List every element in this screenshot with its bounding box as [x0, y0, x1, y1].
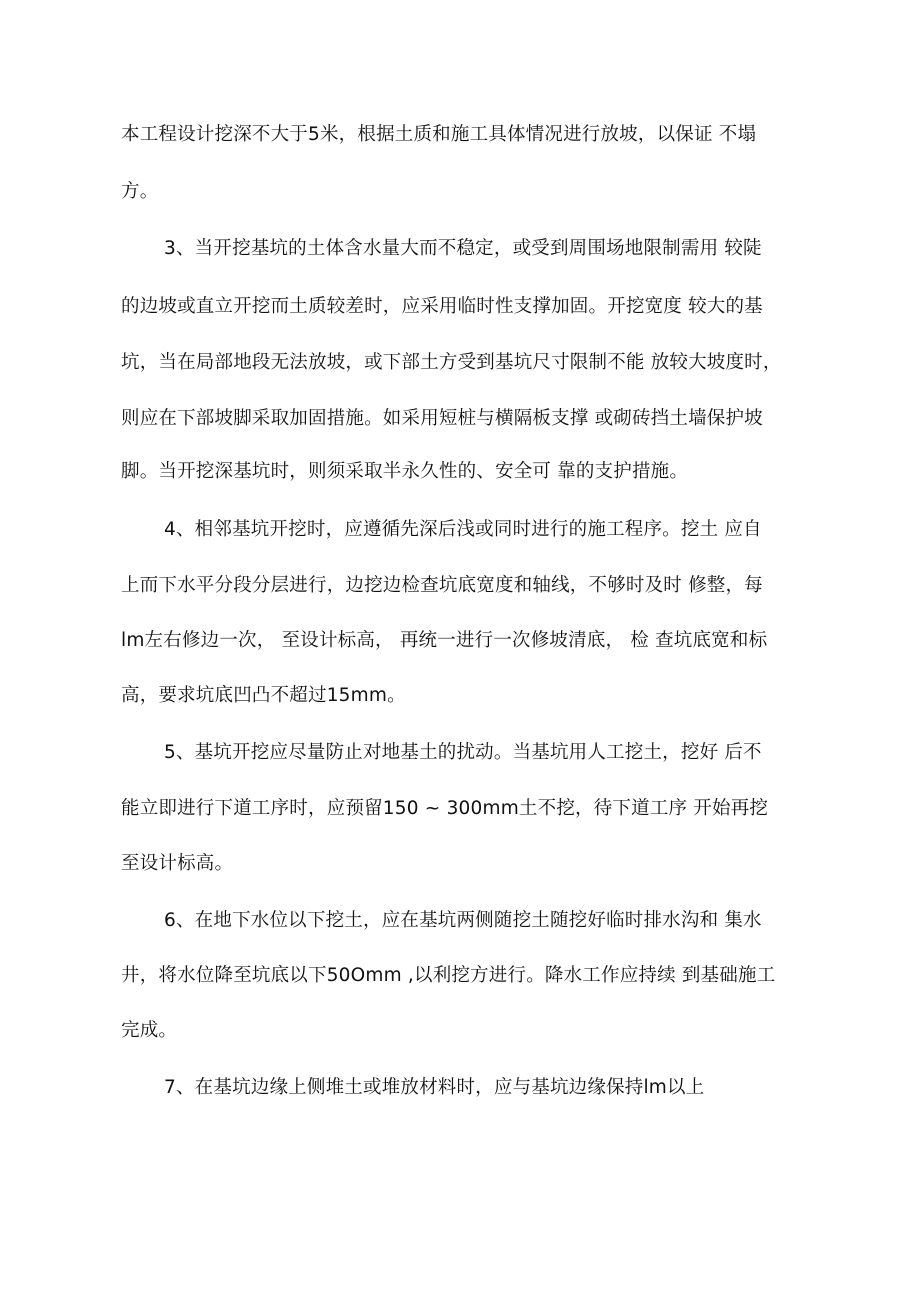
paragraph-4-start: 4、相邻基坑开挖时，应遵循先深后浅或同时进行的施工程序。挖土 应自: [164, 519, 762, 540]
paragraph-7-start: 7、在基坑边缘上侧堆土或堆放材料时，应与基坑边缘保持lm以上: [164, 1077, 705, 1098]
text-line: 井，将水位降至坑底以下50Omm ,以利挖方进行。降水工作应持续 到基础施工: [121, 965, 776, 986]
text-line: 至设计标高。: [121, 853, 234, 874]
text-line: lm左右修边一次， 至设计标高， 再统一进行一次修坡清底， 检 查坑底宽和标: [121, 630, 768, 651]
text-line: 则应在下部坡脚采取加固措施。如采用短桩与横隔板支撑 或砌砖挡土墙保护坡: [121, 408, 763, 429]
text-line: 完成。: [121, 1020, 178, 1041]
text-line: 本工程设计挖深不大于5米，根据土质和施工具体情况进行放坡，以保证 不塌: [121, 124, 757, 145]
text-line: 的边坡或直立开挖而土质较差时，应采用临时性支撑加固。开挖宽度 较大的基: [121, 296, 763, 317]
text-line: 上而下水平分段分层进行，边挖边检查坑底宽度和轴线，不够时及时 修整，每: [121, 575, 763, 596]
text-line: 能立即进行下道工序时，应预留150 ~ 300mm土不挖，待下道工序 开始再挖: [121, 798, 769, 819]
text-line: 脚。当开挖深基坑时，则须采取半永久性的、安全可 靠的支护措施。: [121, 461, 689, 482]
text-line: 高，要求坑底凹凸不超过15mm。: [121, 685, 406, 706]
paragraph-6-start: 6、在地下水位以下挖土，应在基坑两侧随挖土随挖好临时排水沟和 集水: [164, 910, 762, 931]
text-line: 坑，当在局部地段无法放坡，或下部土方受到基坑尺寸限制不能 放较大坡度时，: [121, 352, 782, 373]
paragraph-3-start: 3、当开挖基坑的土体含水量大而不稳定，或受到周围场地限制需用 较陡: [164, 238, 762, 259]
text-line: 方。: [121, 181, 159, 202]
paragraph-5-start: 5、基坑开挖应尽量防止对地基土的扰动。当基坑用人工挖土，挖好 后不: [164, 742, 762, 763]
